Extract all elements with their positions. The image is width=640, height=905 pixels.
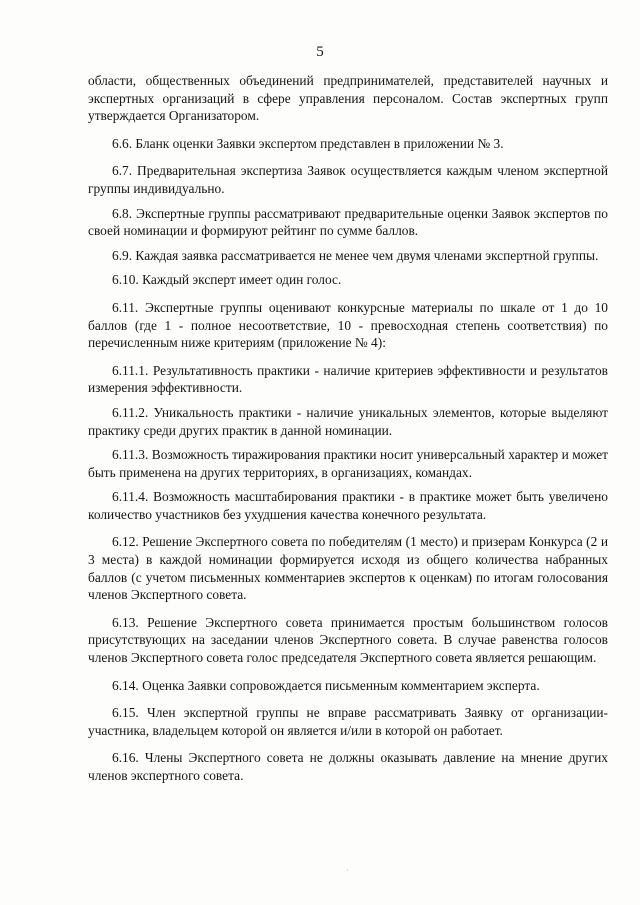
paragraph-6-15: 6.15. Член экспертной группы не вправе рассматривать Заявку от организации-участника, владельцем которой он является и/или в которой он работает. (88, 705, 608, 738)
paragraph-6-13: 6.13. Решение Экспертного совета принимается простым большинством голосов присутствующих на заседании членов Экспертного совета. В случае равенства голосов членов Экспертного совета голос председателя Экспертного совета является решающим. (88, 614, 608, 666)
paragraph-6-11-1: 6.11.1. Результативность практики - наличие критериев эффективности и результатов измерения эффективности. (88, 362, 608, 396)
paragraph-continuation: области, общественных объединений предпринимателей, представителей научных и экспертных организаций в сфере управления персоналом. Состав экспертных групп утверждается Организатором. (88, 73, 608, 124)
paragraph-6-11-2: 6.11.2. Уникальность практики - наличие уникальных элементов, которые выделяют практику среди других практик в данной номинации. (88, 404, 608, 438)
document-body (88, 72, 608, 795)
paragraph-6-6: 6.6. Бланк оценки Заявки экспертом представлен в приложении № 3. (112, 135, 504, 151)
paragraph-6-12: 6.12. Решение Экспертного совета по победителям (1 место) и призерам Конкурса (2 и 3 места) в каждой номинации формируется исходя из общего количества набранных баллов (с учетом письменных комментариев экспертов к оценкам) по итогам голосования членов Экспертного совета. (88, 534, 608, 603)
paragraph-6-7: 6.7. Предварительная экспертиза Заявок осуществляется каждым членом экспертной группы индивидуально. (88, 163, 608, 196)
paragraph-6-11-3: 6.11.3. Возможность тиражирования практики носит универсальный характер и может быть применена на других территориях, в организациях, командах. (88, 447, 608, 480)
paragraph-6-9: 6.9. Каждая заявка рассматривается не менее чем двумя членами экспертной группы. (112, 247, 599, 263)
paragraph-6-10: 6.10. Каждый эксперт имеет один голос. (112, 272, 342, 288)
paragraph-6-11-4: 6.11.4. Возможность масштабирования практики - в практике может быть увеличено количество участников без ухудшения качества конечного результата. (88, 489, 608, 522)
page-number: 5 (316, 44, 324, 60)
paragraph-6-16: 6.16. Члены Экспертного совета не должны оказывать давление на мнение других членов экспертного совета. (88, 750, 608, 783)
paragraph-6-14: 6.14. Оценка Заявки сопровождается письменным комментарием эксперта. (112, 677, 540, 693)
scan-speck: · (346, 866, 349, 875)
paragraph-6-11: 6.11. Экспертные группы оценивают конкурсные материалы по шкале от 1 до 10 баллов (где 1 - полное несоответствие, 10 - превосходная степень соответствия) по перечисленным ниже критериям (приложение № 4): (88, 299, 608, 351)
paragraph-6-8: 6.8. Экспертные группы рассматривают предварительные оценки Заявок экспертов по своей номинации и формируют рейтинг по сумме баллов. (88, 205, 608, 239)
